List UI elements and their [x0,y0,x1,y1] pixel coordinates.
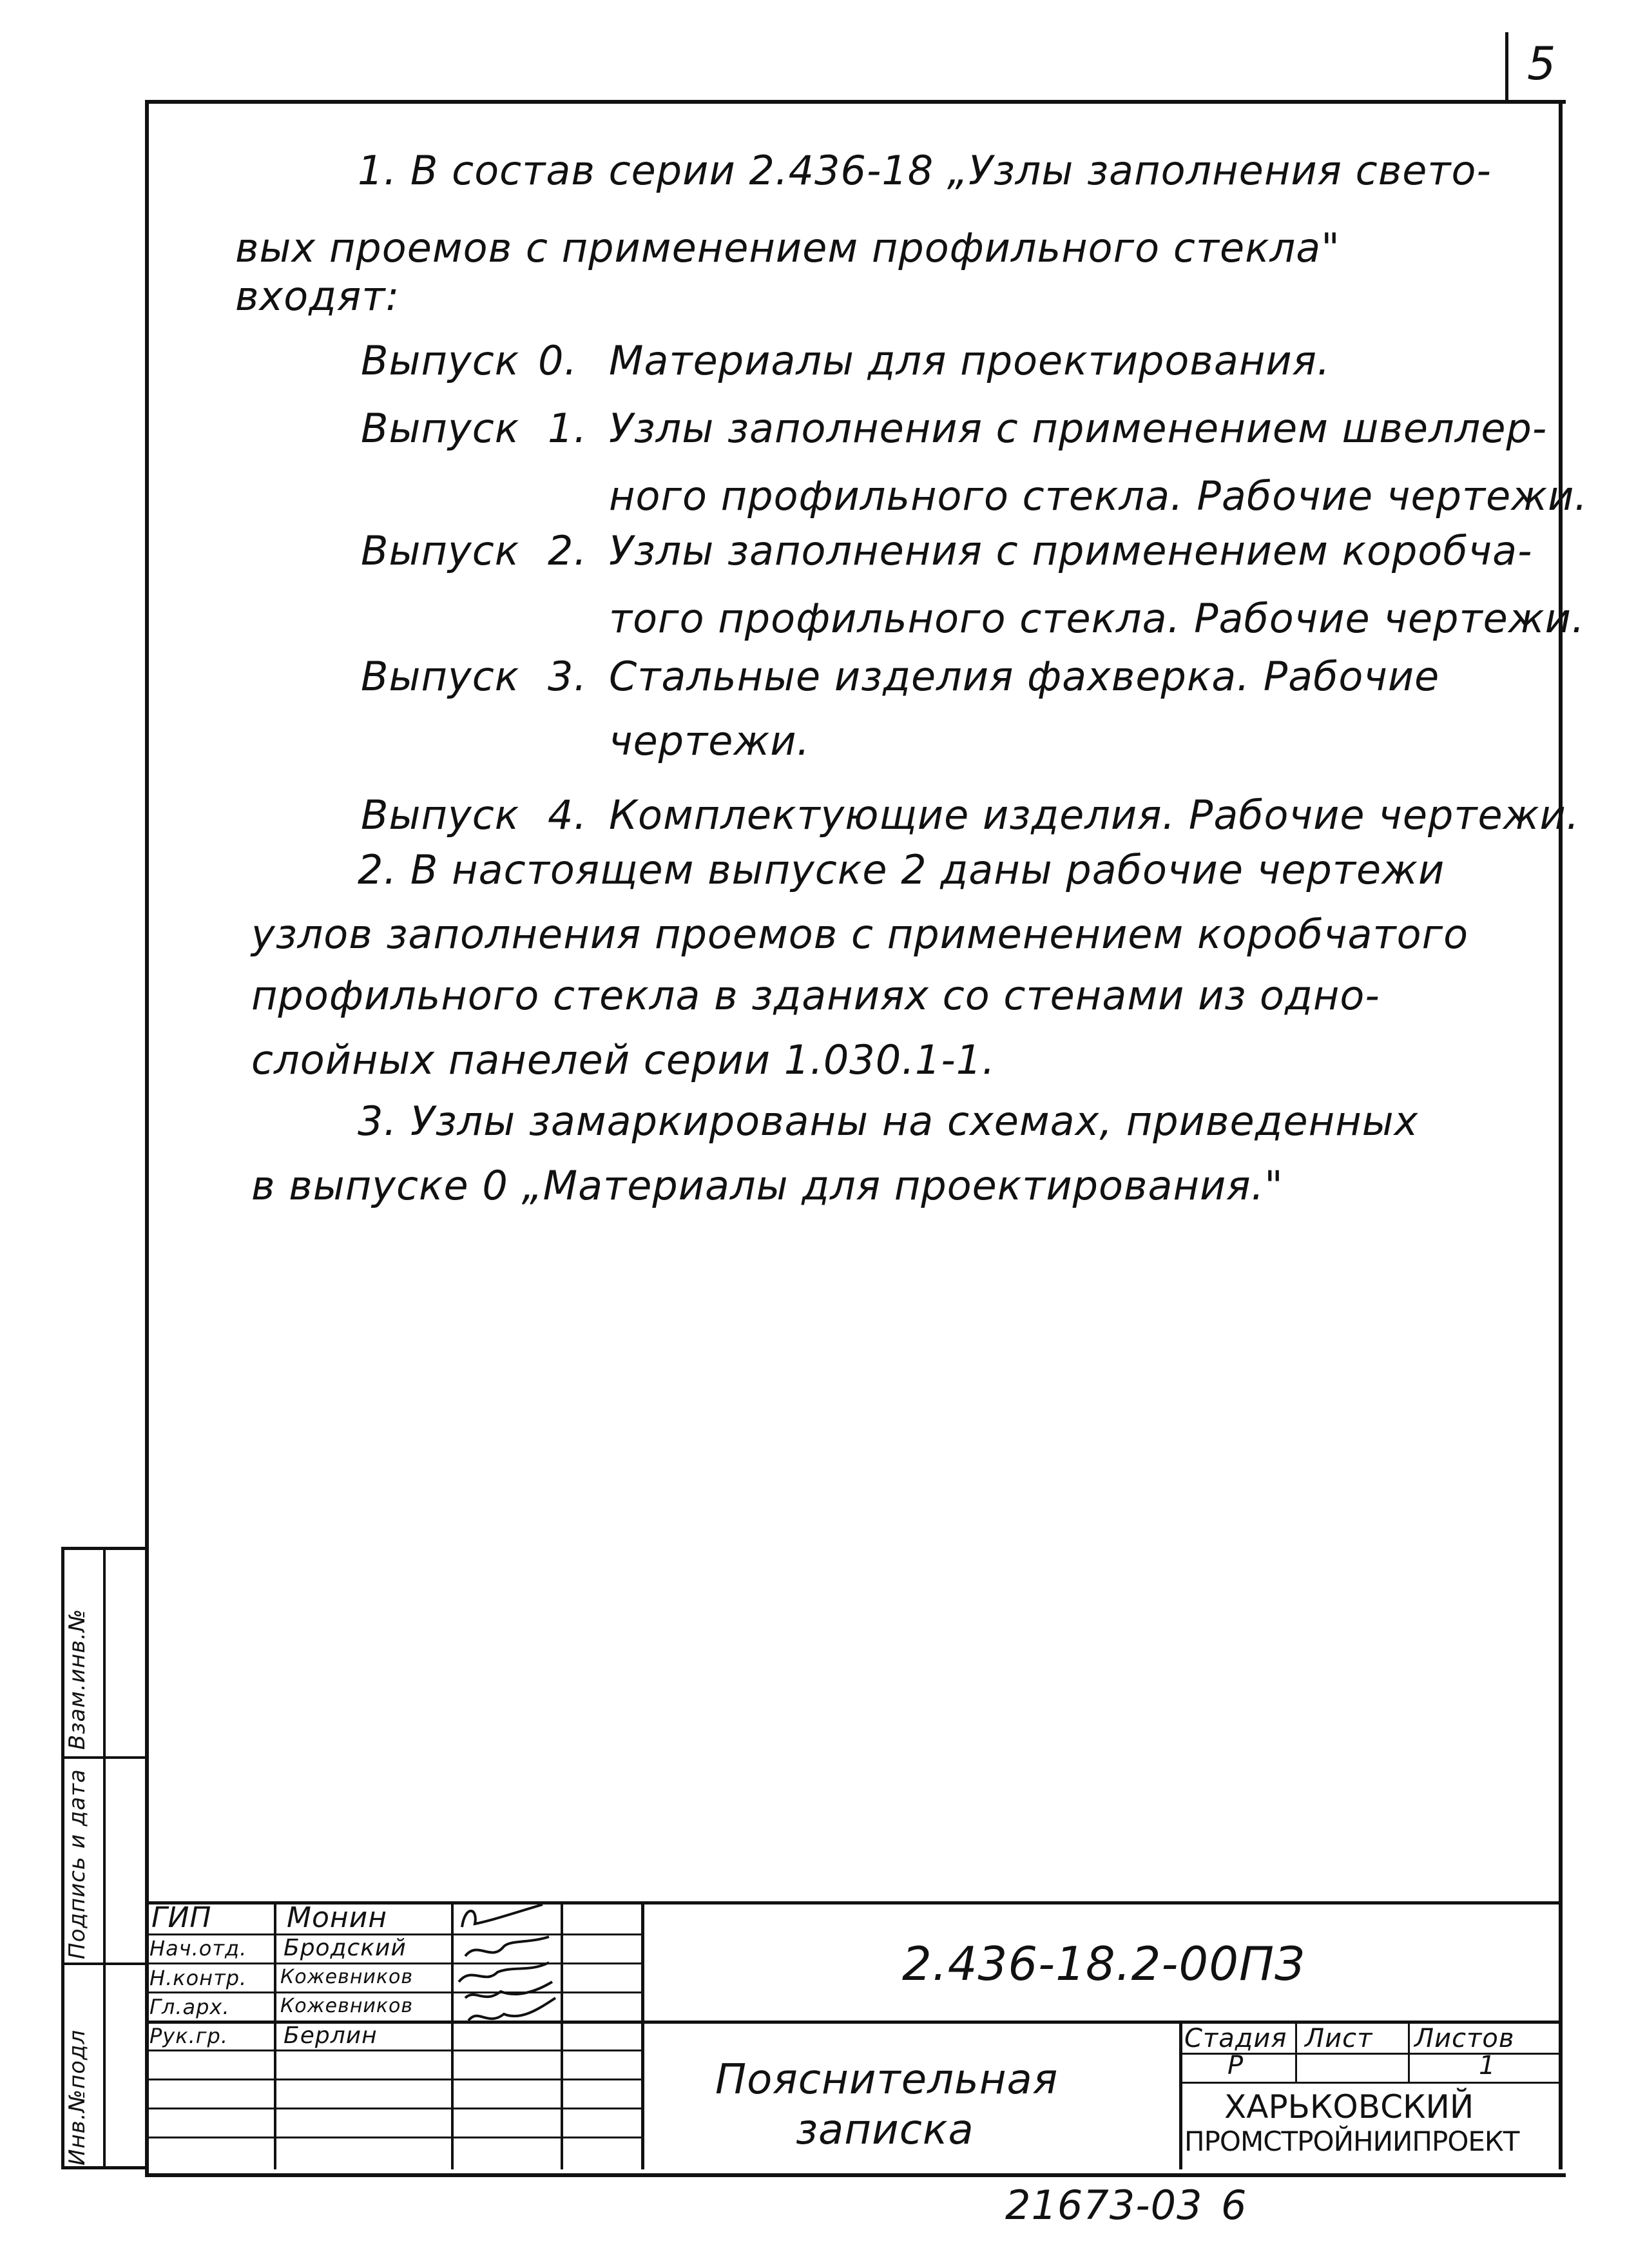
issue-2-num: 2. [548,527,588,574]
frame-right-border [1559,100,1563,2169]
tb-hline-8 [145,2137,641,2138]
sheets-header: Листов [1414,2024,1515,2053]
issue-4-line0: Комплектующие изделия. Рабочие чертежи. [609,791,1580,838]
name-2: Кожевников [280,1966,414,1988]
tb-hline-7 [145,2108,641,2109]
name-4: Берлин [284,2022,378,2049]
tb-hline-6 [145,2079,641,2080]
p3-line1: 3. Узлы замаркированы на схемах, приведенных [358,1098,1419,1145]
side-stamp-divider-h1 [61,1756,145,1759]
issue-0-label: Выпуск [361,337,520,384]
issue-3-line0: Стальные изделия фахверка. Рабочие [609,653,1440,700]
signatures [452,1901,562,2030]
tb-vline-4 [641,1901,644,2169]
side-label-podpis: Подпись и дата [64,1769,90,1959]
doc-code: 2.436-18.2-00ПЗ [902,1937,1305,1991]
issue-1-line0: Узлы заполнения с применением швеллер- [609,405,1548,452]
doc-title-line2: записка [796,2106,974,2154]
issue-4-num: 4. [548,791,588,838]
tb-vline-stage [1179,2021,1182,2169]
name-3: Кожевников [280,1995,414,2017]
p1-line1: 1. В состав серии 2.436-18 „Узлы заполнения свето- [358,147,1492,194]
issue-3-num: 3. [548,653,588,700]
sheet-number: 5 [1527,37,1557,90]
issue-4-label: Выпуск [361,791,520,838]
issue-1-line1: ного профильного стекла. Рабочие чертежи. [609,472,1588,519]
p2-line3: профильного стекла в зданиях со стенами из одно- [251,972,1380,1019]
side-stamp-divider-h2 [61,1963,145,1965]
name-0: Монин [287,1901,388,1934]
role-2: Н.контр. [149,1966,247,1990]
issue-1-label: Выпуск [361,405,520,452]
sheet-header: Лист [1305,2024,1373,2053]
sheets-value: 1 [1479,2051,1496,2080]
p1-line2: вых проемов с применением профильного стекла" [235,224,1340,271]
role-0: ГИП [151,1901,212,1934]
stage-value: Р [1227,2051,1244,2080]
name-1: Бродский [284,1935,407,1961]
org-line2: ПРОМСТРОЙНИИПРОЕКТ [1184,2126,1519,2157]
role-3: Гл.арх. [149,1995,230,2019]
side-label-vzam: Взам.инв.№ [64,1608,90,1750]
side-stamp-divider-v [103,1547,106,2169]
doc-title-line1: Пояснительная [715,2056,1059,2104]
tb-hline-stage-2 [1179,2082,1563,2084]
tb-vline-sheet [1295,2021,1297,2084]
issue-3-label: Выпуск [361,653,520,700]
footer-code: 21673-03 [1005,2182,1203,2229]
p3-line2: в выпуске 0 „Материалы для проектирования." [251,1162,1284,1209]
issue-1-num: 1. [548,405,588,452]
sheet-number-divider [1505,32,1508,103]
org-line1: ХАРЬКОВСКИЙ [1224,2088,1474,2126]
issue-2-line0: Узлы заполнения с применением коробча- [609,527,1533,574]
p1-line3: входят: [235,273,400,320]
issue-0-num: 0. [538,337,578,384]
side-label-inv-podl: Инв.№подл [64,2029,90,2166]
footer-page: 6 [1221,2182,1247,2229]
role-1: Нач.отд. [149,1936,247,1961]
p2-line1: 2. В настоящем выпуске 2 даны рабочие чертежи [358,846,1445,893]
role-4: Рук.гр. [149,2024,229,2048]
issue-0-line0: Материалы для проектирования. [609,337,1331,384]
tb-vline-1 [274,1901,276,2169]
issue-2-label: Выпуск [361,527,520,574]
tb-hline-2 [145,1963,641,1964]
tb-vline-sheets [1408,2021,1410,2084]
p2-line2: узлов заполнения проемов с применением коробчатого [251,911,1469,958]
issue-3-line1: чертежи. [609,717,811,764]
stage-header: Стадия [1184,2024,1287,2053]
p2-line4: слойных панелей серии 1.030.1-1. [251,1036,996,1083]
tb-hline-5 [145,2050,641,2051]
tb-hline-3 [145,1992,641,1993]
issue-2-line1: того профильного стекла. Рабочие чертежи. [609,595,1585,642]
